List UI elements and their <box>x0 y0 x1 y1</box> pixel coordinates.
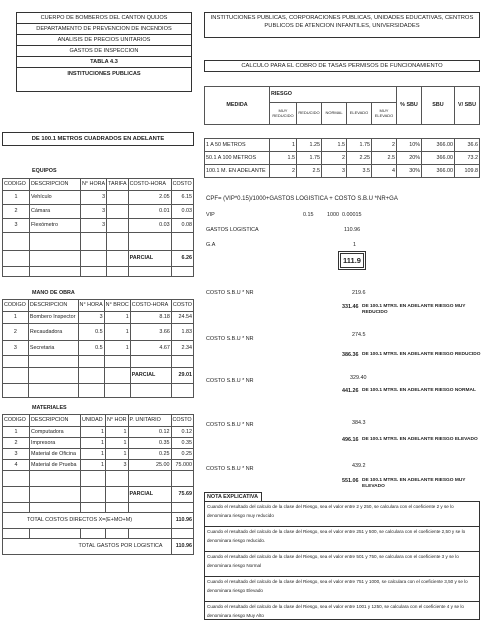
col-costo: COSTO <box>171 179 193 191</box>
level-val: 439.2 <box>352 463 366 469</box>
sub-reducido: REDUCIDO <box>297 103 322 125</box>
note-item: Cuando el resultado del calculo de la clase del Riesgo, sea el valor entre 1001 y 1250, se calculara con el coeficiente 4 y se lo denominara riesgo Muy Alto <box>207 604 464 618</box>
ga-label: G.A <box>206 242 216 248</box>
mano-parcial-row: PARCIAL 29.01 <box>3 368 194 384</box>
level-result: 496.16 <box>342 437 359 443</box>
level-result: 331.46 <box>342 304 359 310</box>
right-header: INSTITUCIONES PUBLICAS, CORPORACIONES PUBLICAS, UNIDADES EDUCATIVAS, CENTROS PUBLICOS DE ATENCION INFANTILES, UNIVERSIDADES <box>204 12 480 38</box>
total-logistica-row <box>3 539 194 555</box>
mano-parcial: 29.01 <box>171 368 193 384</box>
header-line-3: ANALISIS DE PRECIOS UNITARIOS <box>17 35 191 46</box>
notes-box <box>204 501 480 620</box>
level-text: DE 100.1 MTRS. EN ADELANTE RIESGO REDUCIDO <box>362 352 481 357</box>
materiales-parcial-row: PARCIAL 75.69 <box>3 487 194 503</box>
gastos-label: GASTOS LOGISTICA <box>206 227 259 233</box>
equipos-table <box>2 178 194 277</box>
vip-val-1: 0.15 <box>303 212 314 218</box>
table-row: 50.1 A 100 METROS 1.5 1.75 2 2.25 2.5 20% 366.00 73.2 <box>205 152 480 165</box>
parcial-label: PARCIAL <box>128 251 171 267</box>
header-line-2: DEPARTAMENTO DE PREVENCION DE INCENDIOS <box>17 24 191 35</box>
table-row: 3 Flexómetro 3 0.03 0.08 <box>3 219 194 233</box>
note-item: Cuando el resultado del calculo de la clase del Riesgo, sea el valor entre 251 y 500, se calculara con el coeficiente 2,50 y se lo denominara riesgo reducido. <box>205 527 479 552</box>
costo-label: COSTO S.B.U * NR <box>206 290 254 296</box>
costo-label: COSTO S.B.U * NR <box>206 336 254 342</box>
vip-label: VIP <box>206 212 215 218</box>
medida-header: MEDIDA <box>205 87 270 125</box>
equipos-header-row <box>3 179 194 191</box>
level-val: 274.5 <box>352 332 366 338</box>
level-val: 219.6 <box>352 290 366 296</box>
riesgo-header: RIESGO <box>270 87 397 103</box>
formula: CPF= (VIP*0.15)/1000+GASTOS LOGISTICA + COSTO S.B.U *NR+GA <box>206 196 398 202</box>
col-costo-hora: COSTO-HORA <box>128 179 171 191</box>
col-codigo: CODIGO <box>3 179 30 191</box>
mano-header-row: CODIGO DESCRIPCION N° HORA N° BROC COSTO-HORA COSTO <box>3 300 194 312</box>
vip-val-3: 0.00015 <box>342 212 362 218</box>
table-row: 4 Material de Prueba 1 3 25.00 75.000 <box>3 460 194 471</box>
sub-normal: NORMAL <box>322 103 347 125</box>
table-row: 1 Computadora 1 1 0.12 0.12 <box>3 427 194 438</box>
sub-muy-reducido: MUY REDUCIDO <box>270 103 297 125</box>
materiales-parcial: 75.69 <box>171 487 193 503</box>
equipos-parcial: 6.26 <box>171 251 193 267</box>
total-directos-row <box>3 513 194 529</box>
level-text: DE 100.1 MTRS. EN ADELANTE RIESGO MUY ELEVADO <box>362 478 466 489</box>
table-row: 2 Impresora 1 1 0.35 0.35 <box>3 438 194 449</box>
materiales-header-row: CODIGO DESCRIPCION UNIDAD N° HOR P. UNITARIO COSTO <box>3 415 194 427</box>
table-row: 3 Material de Oficina 1 1 0.25 0.25 <box>3 449 194 460</box>
level-result: 551.06 <box>342 478 359 484</box>
header-line-1: CUERPO DE BOMBEROS DEL CANTON QUIJOS <box>17 13 191 24</box>
level-text: DE 100.1 MTRS. EN ADELANTE RIESGO MUY REDUCIDO <box>362 304 466 315</box>
table-row: 2 Recaudadora 0.5 1 3.66 1.83 <box>3 324 194 341</box>
note-item: Cuando el resultado del calculo de la clase del Riesgo, sea el valor entre 751 y 1000, se calculara con el coeficiente 3,50 y se lo denominara riesgo Elevado <box>205 577 479 602</box>
col-tarifa: TARIFA <box>107 179 128 191</box>
note-item: Cuando el resultado del calculo de la clase del Riesgo, sea el valor entre 501 y 750, se calculara con el coeficiente 3 y se lo denominara riesgo Normal <box>205 552 479 577</box>
mano-title: MANO DE OBRA <box>32 290 75 296</box>
materiales-table <box>2 414 194 555</box>
col-hora: N° HORA <box>81 179 107 191</box>
total-logistica-label: TOTAL GASTOS POR LOGISTICA <box>3 539 172 555</box>
level-val: 329.40 <box>350 375 367 381</box>
total-logistica-value: 110.96 <box>171 539 193 555</box>
header-line-4: GASTOS DE INSPECCION <box>17 46 191 57</box>
level-val: 384.3 <box>352 420 366 426</box>
section-title: DE 100.1 METROS CUADRADOS EN ADELANTE <box>2 132 194 146</box>
equipos-parcial-row <box>3 251 194 267</box>
col-descripcion: DESCRIPCION <box>30 179 81 191</box>
calc-title: CALCULO PARA EL COBRO DE TASAS PERMISOS DE FUNCIONAMIENTO <box>204 60 480 72</box>
level-result: 441.26 <box>342 388 359 394</box>
materiales-title: MATERIALES <box>32 405 67 411</box>
tabla-label: TABLA 4.3 <box>17 57 191 68</box>
nota-title: NOTA EXPLICATIVA <box>204 492 262 502</box>
institution-label: INSTITUCIONES PUBLICAS <box>67 71 141 77</box>
equipos-title: EQUIPOS <box>32 168 57 174</box>
sbu-header: SBU <box>422 87 455 125</box>
table-row: 1 Bombero Inspector 3 1 8.18 24.54 <box>3 312 194 324</box>
pct-sbu-header: % SBU <box>397 87 422 125</box>
gastos-value: 110.96 <box>344 227 361 233</box>
costo-label: COSTO S.B.U * NR <box>206 422 254 428</box>
risk-table <box>204 86 480 178</box>
total-directos-value: 110.96 <box>171 513 193 529</box>
header-box <box>16 12 192 92</box>
table-row: 1 Vehículo 3 2.05 6.15 <box>3 191 194 205</box>
total-box: 111.9 <box>340 253 364 268</box>
table-row: 3 Secretaria 0.5 1 4.67 2.34 <box>3 341 194 356</box>
level-text: DE 100.1 MTRS. EN ADELANTE RIESGO ELEVADO <box>362 437 478 442</box>
table-row: 100.1 M. EN ADELANTE 2 2.5 3 3.5 4 30% 366.00 109.8 <box>205 165 480 178</box>
table-row: 2 Cámara 3 0.01 0.03 <box>3 205 194 219</box>
mano-table <box>2 299 194 398</box>
ga-value: 1 <box>353 242 356 248</box>
sub-muy-elevado: MUY ELEVADO <box>372 103 397 125</box>
table-row <box>3 233 194 251</box>
costo-label: COSTO S.B.U * NR <box>206 466 254 472</box>
total-directos-label: TOTAL COSTOS DIRECTOS X=(E+MO+M) <box>3 513 172 529</box>
level-text: DE 100.1 MTRS. EN ADELANTE RIESGO NORMAL <box>362 388 476 393</box>
v-sbu-header: V/ SBU <box>455 87 480 125</box>
sub-elevado: ELEVADO <box>347 103 372 125</box>
costo-label: COSTO S.B.U * NR <box>206 378 254 384</box>
note-item: Cuando el resultado del calculo de la clase del Riesgo, sea el valor entre 2 y 250, se calculara con el coeficiente 2 y se lo denominara riesgo muy reducido <box>205 502 479 527</box>
level-result: 386.36 <box>342 352 359 358</box>
vip-val-2: 1000 <box>327 212 339 218</box>
table-row: 1 A 50 METROS 1 1.25 1.5 1.75 2 10% 366.00 36.6 <box>205 139 480 152</box>
